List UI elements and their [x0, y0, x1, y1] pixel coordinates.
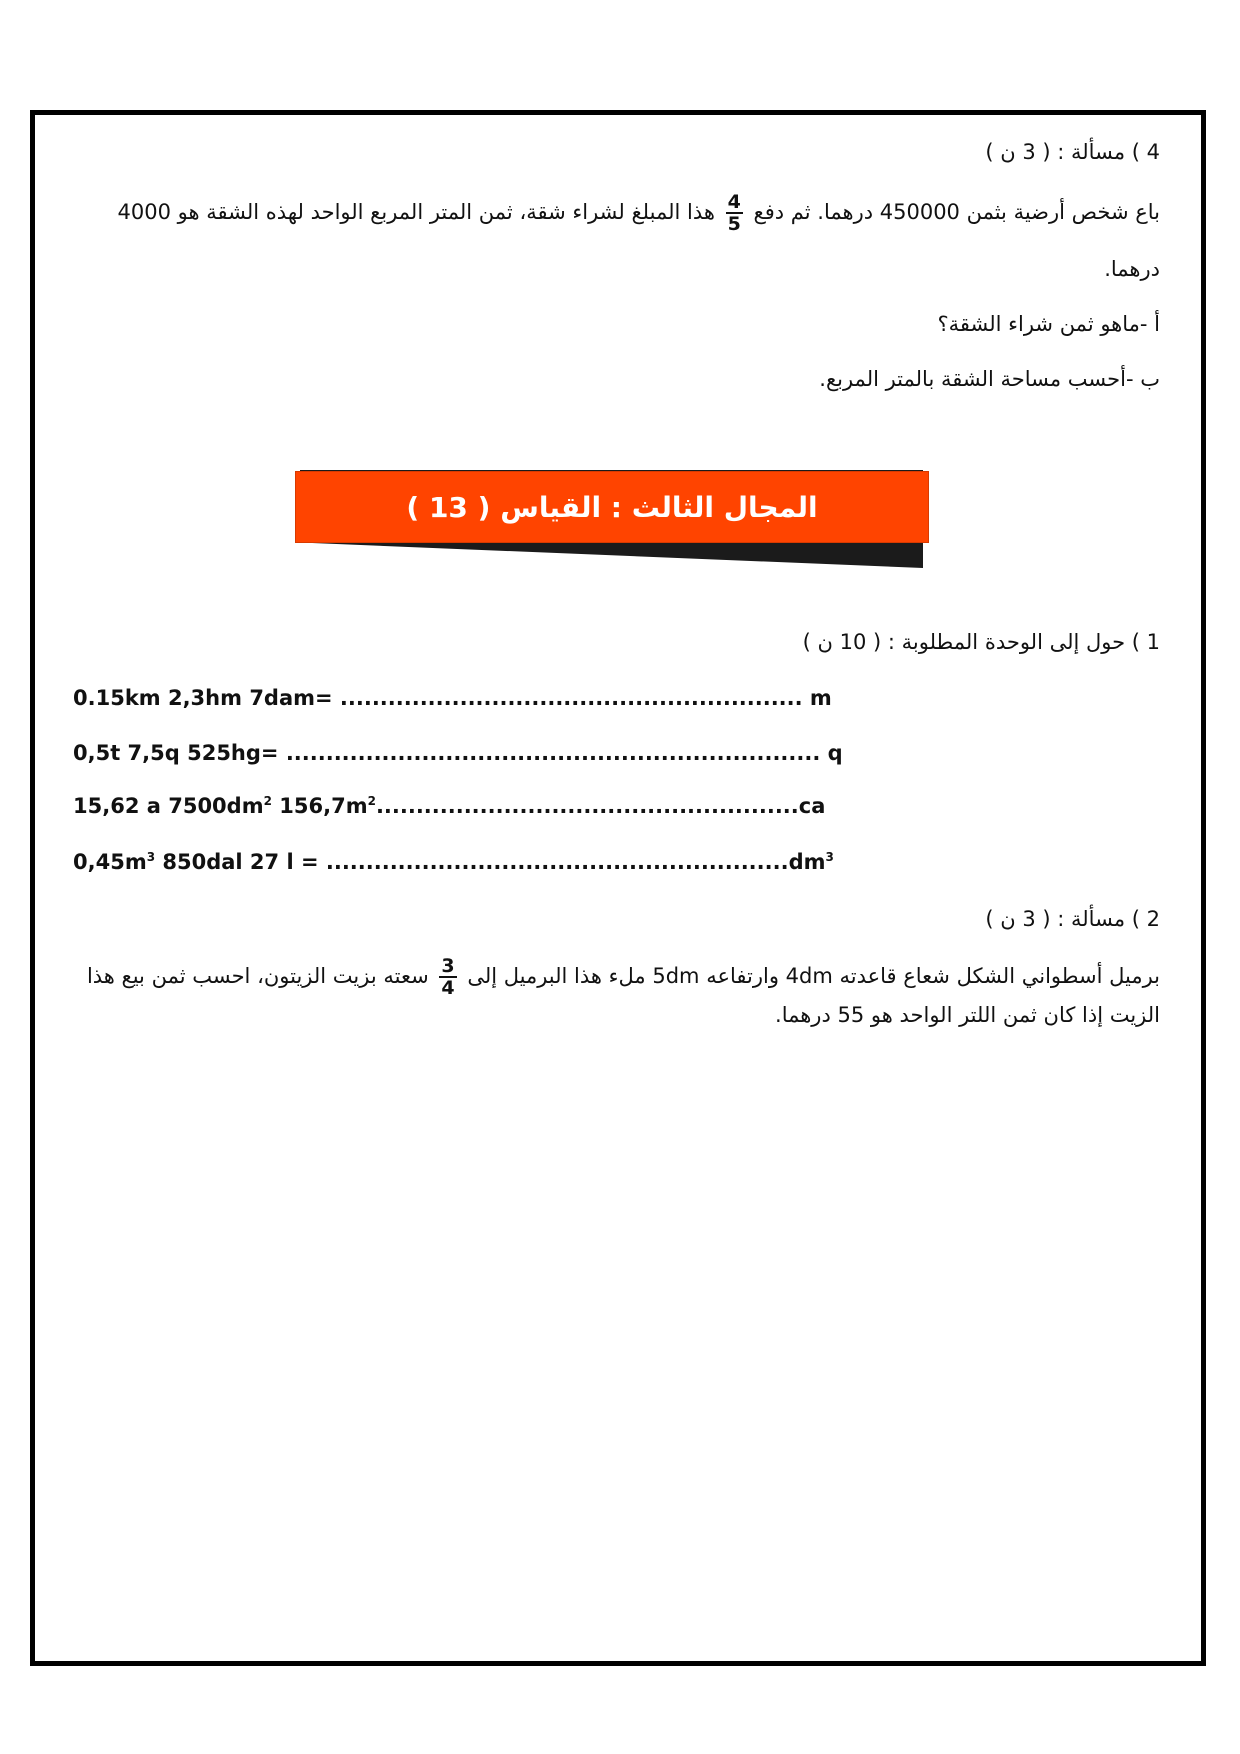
answer-dots[interactable]: ..........................................................: [325, 850, 789, 874]
exponent: 3: [146, 850, 156, 864]
problem2-heading: 2 ) مسألة : ( 3 ن ): [985, 907, 1160, 931]
problem4-statement-line1: [118, 192, 1160, 234]
answer-dots[interactable]: ..........................................................: [339, 686, 803, 710]
conversion-expression: 0.15km 2,3hm 7dam=: [73, 686, 340, 710]
problem4-statement-line2: درهما.: [1104, 257, 1160, 281]
exponent: 2: [367, 794, 376, 808]
problem4-text-part2: هذا المبلغ لشراء شقة، ثمن المتر المربع الواحد لهذه الشقة هو 4000: [117, 200, 715, 224]
conversion-row-length: [73, 686, 832, 710]
answer-dots[interactable]: ...................................................................: [285, 741, 821, 765]
target-unit: ca: [798, 794, 826, 818]
problem4-question-a: أ -ماهو ثمن شراء الشقة؟: [937, 312, 1160, 336]
conversion-expression: 0,45m: [73, 850, 147, 874]
fraction-numerator: 3: [441, 955, 455, 977]
conversion-expression-mid: 156,7m: [271, 794, 368, 818]
problem4-question-b: ب -أحسب مساحة الشقة بالمتر المربع.: [819, 367, 1160, 391]
exponent: 2: [263, 794, 272, 808]
conversion-row-area: [73, 794, 825, 818]
section-banner: [295, 471, 929, 543]
page-border: [30, 110, 1206, 1666]
fraction-numerator: 4: [727, 191, 741, 213]
section-title: المجال الثالث : القياس ( 13 ): [406, 490, 818, 524]
problem2-statement-line1: [87, 956, 1160, 998]
problem4-heading: 4 ) مسألة : ( 3 ن ): [985, 140, 1160, 164]
target-unit: m: [802, 686, 832, 710]
exponent: 3: [825, 850, 834, 864]
target-unit: dm: [788, 850, 826, 874]
fraction-denominator: 5: [727, 213, 741, 235]
fraction-three-quarters: [439, 956, 456, 998]
problem2-statement-line2: الزيت إذا كان ثمن اللتر الواحد هو 55 درهما.: [775, 1003, 1160, 1027]
answer-dots[interactable]: .....................................................: [375, 794, 799, 818]
conversion-row-volume: [73, 850, 834, 874]
target-unit: q: [820, 741, 843, 765]
problem2-text-part1: برميل أسطواني الشكل شعاع قاعدته 4dm وارتفاعه 5dm ملء هذا البرميل إلى: [467, 964, 1160, 988]
conversion-expression: 15,62 a 7500dm: [73, 794, 264, 818]
conversion-expression: 0,5t 7,5q 525hg=: [73, 741, 286, 765]
conversion-expression-mid: 850dal 27 l =: [155, 850, 326, 874]
conversion-row-mass: [73, 741, 843, 765]
exercise1-heading: 1 ) حول إلى الوحدة المطلوبة : ( 10 ن ): [802, 630, 1160, 654]
fraction-four-fifths: [726, 192, 743, 234]
problem2-text-part2: سعته بزيت الزيتون، احسب ثمن بيع هذا: [86, 964, 429, 988]
fraction-denominator: 4: [441, 977, 455, 999]
problem4-text-part1: باع شخص أرضية بثمن 450000 درهما. ثم دفع: [753, 200, 1160, 224]
